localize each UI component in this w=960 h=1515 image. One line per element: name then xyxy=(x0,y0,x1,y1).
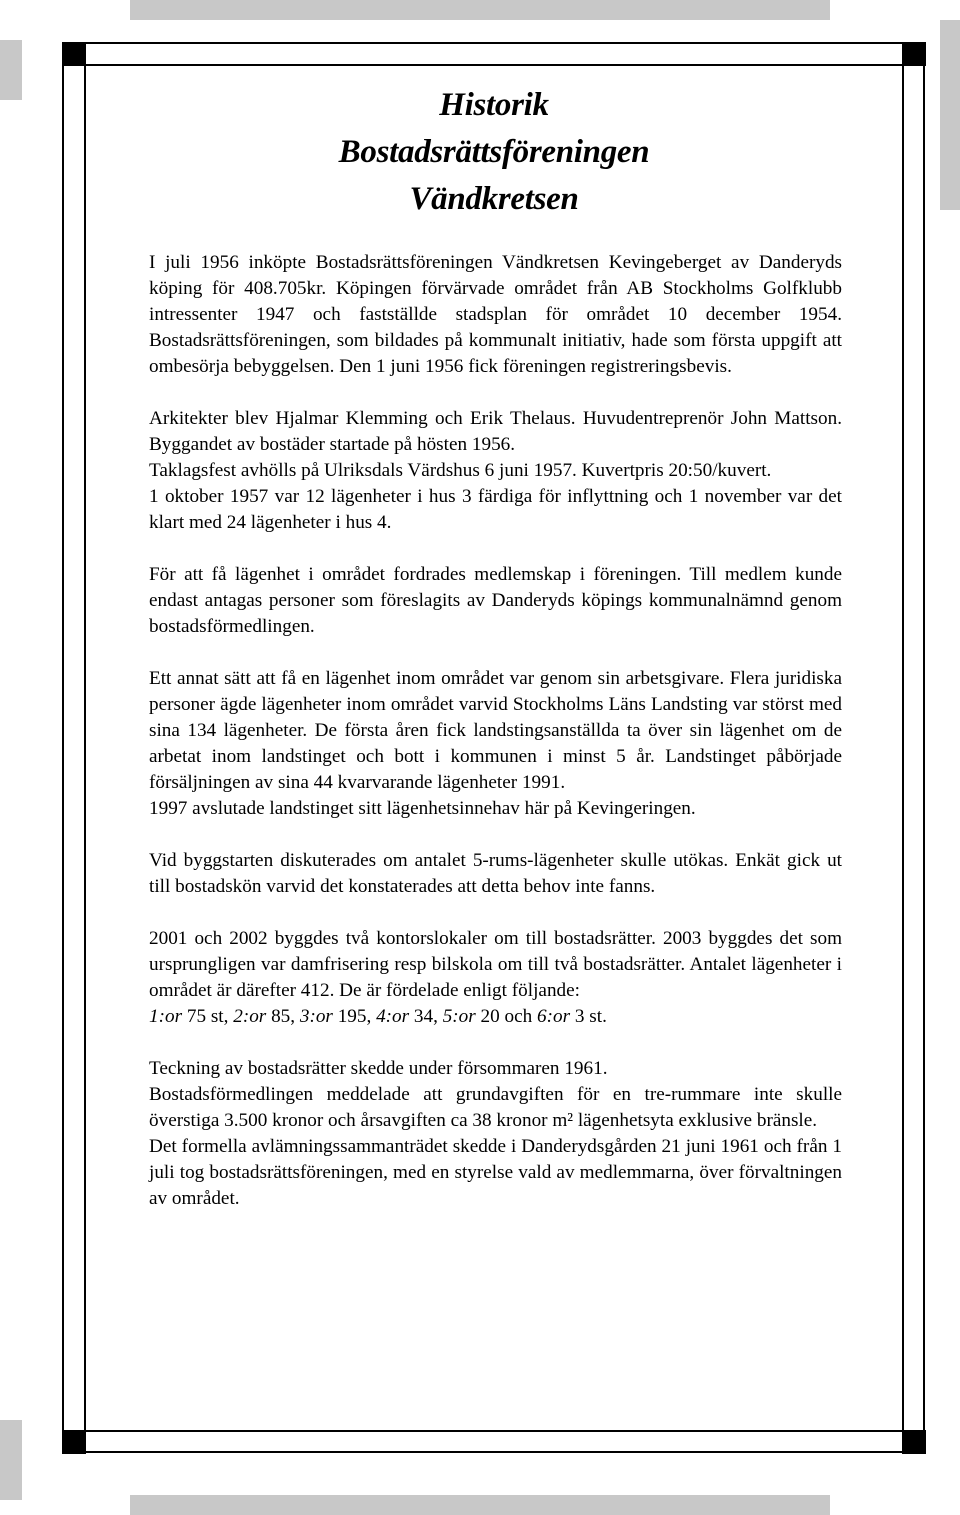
dist-key-6: 6:or xyxy=(537,1006,571,1027)
paragraph-membership: För att få lägenhet i området fordrades medlemskap i föreningen. Till medlem kunde endast antagas personer som föreslagits av Danderyds köpings kommunalnämnd genom bostadsförmedlingen. xyxy=(149,564,842,637)
dist-val-1: 75 st, xyxy=(182,1006,234,1027)
frame-shadow-left xyxy=(0,40,22,100)
title-line-2: Bostadsrättsföreningen xyxy=(338,134,650,170)
apartment-distribution xyxy=(149,1004,842,1030)
paragraph-conversions: 2001 och 2002 byggdes två kontorslokaler om till bostadsrätter. 2003 byggdes det som ursprungligen var damfrisering resp bilskola om till två bostadsrätter. Antalet lägenheter i området är därefter 412. De är fördelade enligt följande: xyxy=(149,928,842,1001)
paragraph-architects: Arkitekter blev Hjalmar Klemming och Erik Thelaus. Huvudentreprenör John Mattson. Byggandet av bostäder startade på hösten 1956. xyxy=(149,408,842,455)
paragraph-five-rooms: Vid byggstarten diskuterades om antalet 5-rums-lägenheter skulle utökas. Enkät gick ut till bostadskön varvid det konstaterades att detta behov inte fanns. xyxy=(149,850,842,897)
frame-corner-top-left xyxy=(62,42,86,66)
dist-val-3: 195, xyxy=(332,1006,377,1027)
dist-key-4: 4:or xyxy=(376,1006,410,1027)
paragraph-move-in: 1 oktober 1957 var 12 lägenheter i hus 3 färdiga för inflyttning och 1 november var det klart med 24 lägenheter i hus 4. xyxy=(149,486,842,533)
paragraph-purchase: I juli 1956 inköpte Bostadsrättsföreningen Vändkretsen Kevingeberget av Danderyds köping för 408.705kr. Köpingen förvärvade området från AB Stockholms Golfklubb intressenter 1947 och fastställde stadsplan för området 10 december 1954. Bostadsrättsföreningen, som bildades på kommunalt initiativ, hade som första uppgift att ombesörja bebyggelsen. Den 1 juni 1956 fick föreningen registreringsbevis. xyxy=(149,252,842,377)
frame-corner-top-right xyxy=(902,42,926,66)
frame-shadow-bottom-left xyxy=(0,1420,22,1500)
paragraph-fees: Bostadsförmedlingen meddelade att grundavgiften för en tre-rummare inte skulle överstiga 3.500 kronor och årsavgiften ca 38 kronor m² lägenhetsyta exklusive bränsle. xyxy=(149,1084,842,1131)
frame-shadow-right xyxy=(940,20,960,210)
document-body xyxy=(149,250,842,1212)
dist-val-2: 85, xyxy=(266,1006,300,1027)
dist-key-1: 1:or xyxy=(149,1006,183,1027)
title-line-1: Historik xyxy=(439,87,549,123)
paragraph-landsting-exit: 1997 avslutade landstinget sitt lägenhetsinnehav här på Kevingeringen. xyxy=(149,798,696,819)
dist-val-4: 34, xyxy=(409,1006,443,1027)
dist-key-2: 2:or xyxy=(233,1006,267,1027)
frame-shadow-top xyxy=(130,0,830,20)
dist-key-3: 3:or xyxy=(299,1006,333,1027)
paragraph-employers: Ett annat sätt att få en lägenhet inom området var genom sin arbetsgivare. Flera juridiska personer ägde lägenheter inom området varvid Stockholms Läns Landsting var störst med sina 134 lägenheter. De första åren fick landstingsanställda ta över sin lägenhet om de arbetat inom landstinget och bott i kommunen i minst 5 år. Landstinget påbörjade försäljningen av sina 44 kvarvarande lägenheter 1991. xyxy=(149,668,842,793)
frame-corner-bottom-right xyxy=(902,1430,926,1454)
paragraph-subscription: Teckning av bostadsrätter skedde under försommaren 1961. xyxy=(149,1058,608,1079)
frame-corner-bottom-left xyxy=(62,1430,86,1454)
dist-val-6: 3 st. xyxy=(570,1006,607,1027)
title-line-3: Vändkretsen xyxy=(409,181,579,217)
page-title xyxy=(84,82,904,223)
dist-key-5: 5:or xyxy=(442,1006,476,1027)
paragraph-handover: Det formella avlämningssammanträdet skedde i Danderydsgården 21 juni 1961 och från 1 juli tog bostadsrättsföreningen, med en styrelse vald av medlemmarna, över förvaltningen av området. xyxy=(149,1136,842,1209)
paragraph-topping-out: Taklagsfest avhölls på Ulriksdals Värdshus 6 juni 1957. Kuvertpris 20:50/kuvert. xyxy=(149,460,772,481)
dist-val-5: 20 och xyxy=(475,1006,538,1027)
frame-shadow-bottom xyxy=(130,1495,830,1515)
